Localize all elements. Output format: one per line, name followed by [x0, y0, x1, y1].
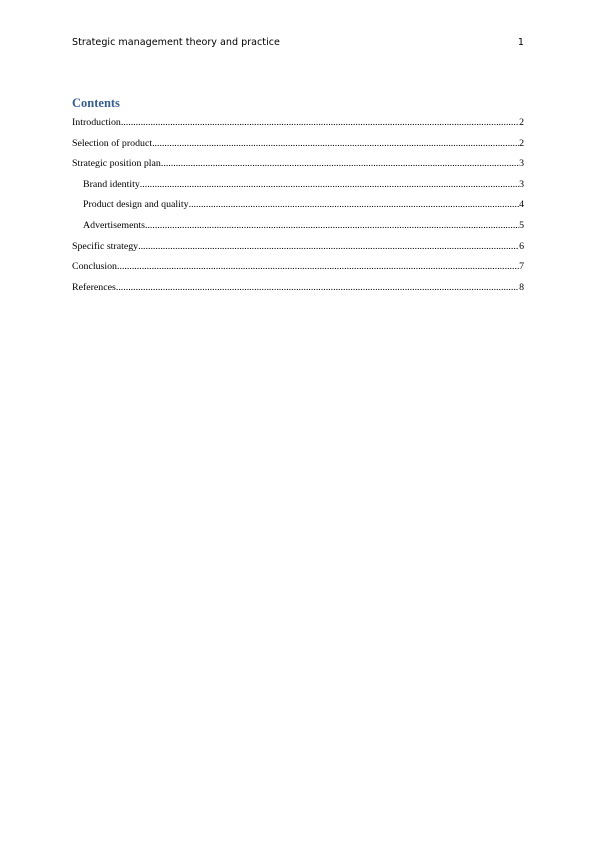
toc-dot-leader: [140, 178, 519, 192]
toc-dot-leader: [145, 219, 519, 233]
table-of-contents: [72, 116, 524, 301]
toc-dot-leader: [161, 157, 519, 171]
toc-dot-leader: [121, 116, 519, 130]
toc-entry-label[interactable]: Selection of product: [72, 137, 153, 149]
toc-entry-label[interactable]: References: [72, 281, 116, 293]
toc-entry-page[interactable]: 3: [519, 178, 524, 190]
toc-entry-product-design-and-quality[interactable]: [72, 198, 524, 219]
toc-dot-leader: [152, 137, 519, 151]
toc-entry-page[interactable]: 2: [519, 137, 524, 149]
page-number: 1: [517, 37, 524, 48]
toc-entry-page[interactable]: 3: [519, 158, 524, 170]
toc-dot-leader: [189, 198, 519, 212]
toc-entry-page[interactable]: 6: [519, 240, 524, 252]
toc-entry-brand-identity[interactable]: [72, 178, 524, 199]
toc-entry-label[interactable]: Specific strategy: [72, 240, 139, 252]
toc-entry-label[interactable]: Conclusion: [72, 261, 117, 273]
toc-entry-page[interactable]: 8: [519, 281, 524, 293]
header-title: Strategic management theory and practice: [72, 37, 280, 48]
toc-entry-selection-of-product[interactable]: [72, 137, 524, 158]
toc-entry-conclusion[interactable]: [72, 260, 524, 281]
toc-entry-page[interactable]: 7: [519, 261, 524, 273]
toc-entry-label[interactable]: Advertisements: [83, 219, 145, 231]
toc-entry-page[interactable]: 4: [519, 199, 524, 211]
toc-entry-introduction[interactable]: [72, 116, 524, 137]
toc-dot-leader: [138, 240, 519, 254]
toc-dot-leader: [116, 281, 519, 295]
page-header: [72, 36, 524, 50]
toc-entry-advertisements[interactable]: [72, 219, 524, 240]
toc-entry-label[interactable]: Strategic position plan: [72, 158, 161, 170]
toc-entry-label[interactable]: Product design and quality: [83, 199, 189, 211]
toc-entry-page[interactable]: 2: [519, 117, 524, 128]
toc-entry-strategic-position-plan[interactable]: [72, 157, 524, 178]
toc-entry-specific-strategy[interactable]: [72, 240, 524, 261]
toc-entry-references[interactable]: [72, 281, 524, 302]
toc-dot-leader: [117, 260, 519, 274]
toc-entry-label[interactable]: Introduction: [72, 117, 121, 128]
toc-entry-page[interactable]: 5: [519, 219, 524, 231]
toc-heading: Contents: [72, 96, 120, 110]
toc-entry-label[interactable]: Brand identity: [83, 178, 140, 190]
